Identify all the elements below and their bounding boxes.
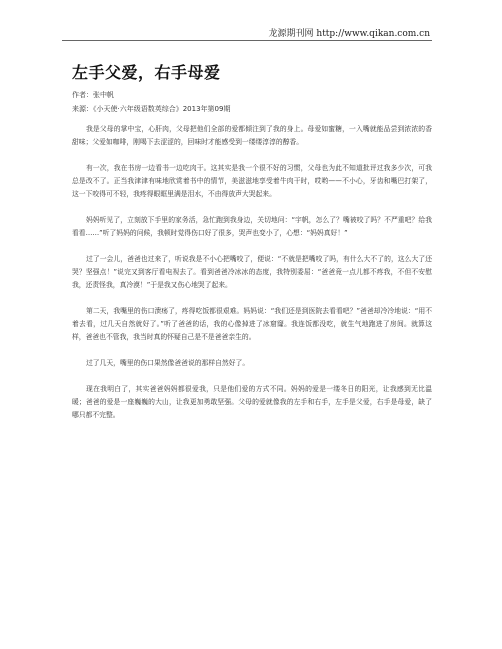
article-body: [72, 123, 432, 435]
paragraph: 妈妈听见了，立刻放下手里的家务活，急忙跑到我身边，关切地问：“宇帆，怎么了？嘴被咬了吗？不严重吧？给我看看……”听了妈妈的问候，我顿时觉得伤口好了很多，哭声也变小了，心想：“妈妈真好！”: [72, 216, 432, 237]
paragraph: 现在我明白了，其实爸爸妈妈都很爱我，只是他们爱的方式不同。妈妈的爱是一缕冬日的阳光，让我感到无比温暖；爸爸的爱是一座巍巍的大山，让我更加勇敢坚强。父母的爱就像我的左手和右手，左手是父爱，右手是母爱，缺了哪只都不完整。: [72, 385, 432, 419]
paragraph: 第二天，我嘴里的伤口溃疡了，疼得吃饭都很艰难。妈妈说：“我们还是到医院去看看吧？”爸爸却冷冷地说：“用不着去看，过几天自然就好了。”听了爸爸的话，我的心像掉进了冰窟窿。我连饭都没吃，就生气地跑进了房间。就算这样，爸爸也不管我，我当时真的怀疑自己是不是爸爸亲生的。: [72, 307, 432, 341]
site-header: 龙源期刊网 http://www.qikan.com.cn: [268, 29, 430, 39]
header-divider: [62, 40, 432, 41]
article-title: 左手父爱，右手母爱: [72, 63, 221, 82]
paragraph: 我是父母的掌中宝，心肝肉，父母把他们全部的爱都倾注到了我的身上。母爱如蜜糖，一入嘴就能品尝到浓浓的香甜味；父爱如咖啡，刚喝下去涩涩的，回味时才能感受到一缕缕淳淳的醇香。: [72, 125, 432, 146]
paragraph: 有一次，我在书房一边看书一边吃肉干。这其实是我一个很不好的习惯，父母也为此不知道批评过我多少次，可我总是改不了。正当我津津有味地欣赏着书中的情节，美滋滋地享受着牛肉干时，哎哟——不小心，牙齿和嘴巴打架了，这一下咬得可不轻，我疼得眼眶里满是泪水，不由得放声大哭起来。: [72, 164, 432, 198]
source-line: 来源：《小天使·六年级语数英综合》2013年第09期: [72, 105, 231, 113]
paragraph: 过了几天，嘴里的伤口果然像爸爸说的那样自然好了。: [86, 359, 250, 367]
author-line: 作者：张中帆: [72, 91, 114, 99]
paragraph: 过了一会儿，爸爸也过来了，听说我是不小心把嘴咬了，便说：“不就是把嘴咬了吗，有什么大不了的，这么大了还哭？坚强点！”说完又到客厅看电视去了。看到爸爸冷冰冰的态度，我特别委屈：“爸爸竟一点儿都不疼我，不但不安慰我，还责怪我，真冷漠！”于是我又伤心地哭了起来。: [72, 255, 432, 289]
